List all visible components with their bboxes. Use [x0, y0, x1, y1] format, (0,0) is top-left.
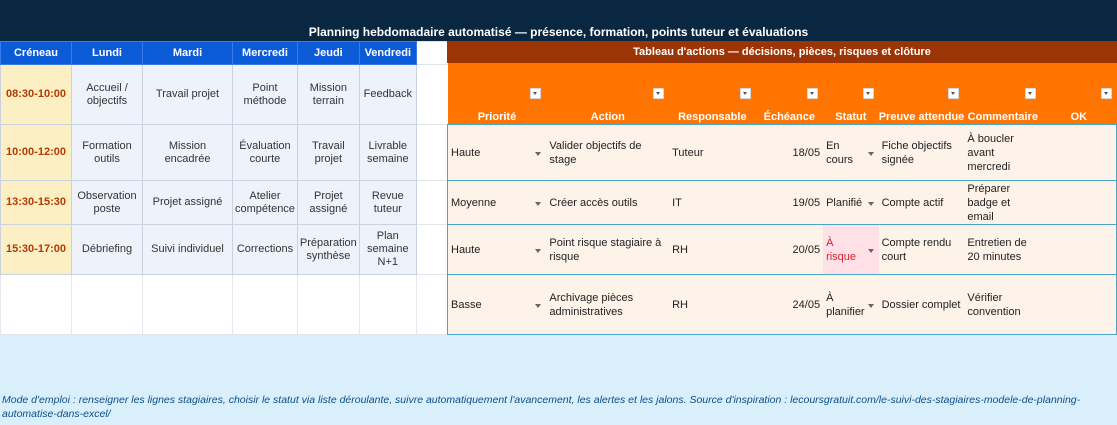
schedule-cell[interactable]: Débriefing	[72, 225, 143, 275]
actions-table	[447, 63, 1117, 335]
schedule-cell[interactable]: Mission encadrée	[143, 125, 233, 181]
action-cell[interactable]: Créer accès outils	[546, 181, 669, 225]
ok-cell[interactable]	[1041, 181, 1116, 225]
schedule-cell[interactable]: Livrable semaine	[359, 125, 416, 181]
responsable-cell[interactable]: RH	[669, 275, 755, 335]
schedule-cell[interactable]: Projet assigné	[297, 181, 359, 225]
schedule-cell[interactable]: Mission terrain	[297, 65, 359, 125]
dropdown-filter-icon[interactable]	[740, 88, 751, 99]
header-statut[interactable]	[823, 63, 879, 125]
commentaire-cell[interactable]: À boucler avant mercredi	[964, 125, 1041, 181]
empty-cell[interactable]	[233, 275, 298, 335]
empty-cell[interactable]	[72, 275, 143, 335]
preuve-cell[interactable]: Fiche objectifs signée	[879, 125, 965, 181]
dropdown-filter-icon[interactable]	[863, 88, 874, 99]
echeance-cell[interactable]: 18/05	[756, 125, 824, 181]
header-vendredi[interactable]: Vendredi	[359, 42, 416, 65]
dropdown-filter-icon[interactable]	[1101, 88, 1112, 99]
header-preuve[interactable]	[879, 63, 965, 125]
schedule-cell[interactable]: Revue tuteur	[359, 181, 416, 225]
preuve-cell[interactable]: Dossier complet	[879, 275, 965, 335]
slot-cell[interactable]: 15:30-17:00	[1, 225, 72, 275]
empty-cell[interactable]	[143, 275, 233, 335]
schedule-cell[interactable]: Plan semaine N+1	[359, 225, 416, 275]
header-responsable[interactable]	[669, 63, 755, 125]
responsable-cell[interactable]: Tuteur	[669, 125, 755, 181]
schedule-table	[0, 41, 477, 335]
schedule-cell[interactable]: Suivi individuel	[143, 225, 233, 275]
header-label: Priorité	[477, 111, 517, 123]
responsable-cell[interactable]: RH	[669, 225, 755, 275]
dropdown-filter-icon[interactable]	[948, 88, 959, 99]
header-mercredi[interactable]: Mercredi	[233, 42, 298, 65]
commentaire-cell[interactable]: Préparer badge et email	[964, 181, 1041, 225]
header-creneau[interactable]: Créneau	[1, 42, 72, 65]
schedule-cell[interactable]: Formation outils	[72, 125, 143, 181]
status-select[interactable]: À risque	[823, 225, 879, 275]
schedule-cell[interactable]: Préparation synthèse	[297, 225, 359, 275]
priority-select[interactable]: Moyenne	[448, 181, 547, 225]
header-priorite[interactable]	[448, 63, 547, 125]
header-label: Commentaire	[967, 111, 1038, 123]
slot-cell[interactable]: 08:30-10:00	[1, 65, 72, 125]
preuve-cell[interactable]: Compte rendu court	[879, 225, 965, 275]
header-label: Preuve attendue	[878, 111, 965, 123]
schedule-cell[interactable]: Atelier compétence	[233, 181, 298, 225]
dropdown-filter-icon[interactable]	[530, 88, 541, 99]
schedule-cell[interactable]: Corrections	[233, 225, 298, 275]
header-label: Responsable	[678, 111, 747, 123]
header-ok[interactable]	[1041, 63, 1116, 125]
empty-cell[interactable]	[359, 275, 416, 335]
action-cell[interactable]: Valider objectifs de stage	[546, 125, 669, 181]
footer-panel	[0, 335, 1117, 425]
preuve-cell[interactable]: Compte actif	[879, 181, 965, 225]
responsable-cell[interactable]: IT	[669, 181, 755, 225]
header-label: Action	[590, 111, 625, 123]
empty-cell[interactable]	[1, 275, 72, 335]
ok-cell[interactable]	[1041, 275, 1116, 335]
dropdown-filter-icon[interactable]	[807, 88, 818, 99]
schedule-cell[interactable]: Évaluation courte	[233, 125, 298, 181]
ok-cell[interactable]	[1041, 225, 1116, 275]
slot-cell[interactable]: 13:30-15:30	[1, 181, 72, 225]
status-select[interactable]: Planifié	[823, 181, 879, 225]
action-cell[interactable]: Point risque stagiaire à risque	[546, 225, 669, 275]
commentaire-cell[interactable]: Entretien de 20 minutes	[964, 225, 1041, 275]
schedule-cell[interactable]: Travail projet	[143, 65, 233, 125]
priority-select[interactable]: Basse	[448, 275, 547, 335]
status-select[interactable]: À planifier	[823, 275, 879, 335]
header-commentaire[interactable]	[964, 63, 1041, 125]
header-echeance[interactable]	[756, 63, 824, 125]
priority-select[interactable]: Haute	[448, 225, 547, 275]
header-label: OK	[1070, 111, 1088, 123]
schedule-cell[interactable]: Travail projet	[297, 125, 359, 181]
dropdown-filter-icon[interactable]	[653, 88, 664, 99]
action-cell[interactable]: Archivage pièces administratives	[546, 275, 669, 335]
header-lundi[interactable]: Lundi	[72, 42, 143, 65]
header-mardi[interactable]: Mardi	[143, 42, 233, 65]
sheet-title: Planning hebdomadaire automatisé — présence, formation, points tuteur et évaluations	[0, 0, 1117, 41]
priority-select[interactable]: Haute	[448, 125, 547, 181]
header-label: Échéance	[763, 111, 815, 123]
schedule-cell[interactable]: Observation poste	[72, 181, 143, 225]
schedule-cell[interactable]: Point méthode	[233, 65, 298, 125]
schedule-cell[interactable]: Projet assigné	[143, 181, 233, 225]
empty-cell[interactable]	[297, 275, 359, 335]
footer-note: Mode d'emploi : renseigner les lignes stagiaires, choisir le statut via liste déroulante, suivre automatiquement l'avancement, les alertes et les jalons. Source d'inspiration : lecoursgratuit.com/le-suivi-des-stagiaires-modele-de-planning-automatise-dans-excel/	[2, 394, 1081, 420]
echeance-cell[interactable]: 20/05	[756, 225, 824, 275]
header-action[interactable]	[546, 63, 669, 125]
commentaire-cell[interactable]: Vérifier convention	[964, 275, 1041, 335]
ok-cell[interactable]	[1041, 125, 1116, 181]
dropdown-filter-icon[interactable]	[1025, 88, 1036, 99]
schedule-cell[interactable]: Accueil / objectifs	[72, 65, 143, 125]
slot-cell[interactable]: 10:00-12:00	[1, 125, 72, 181]
echeance-cell[interactable]: 19/05	[756, 181, 824, 225]
schedule-cell[interactable]: Feedback	[359, 65, 416, 125]
status-select[interactable]: En cours	[823, 125, 879, 181]
echeance-cell[interactable]: 24/05	[756, 275, 824, 335]
header-label: Statut	[835, 111, 867, 123]
header-jeudi[interactable]: Jeudi	[297, 42, 359, 65]
actions-table-title: Tableau d'actions — décisions, pièces, risques et clôture	[447, 41, 1117, 63]
